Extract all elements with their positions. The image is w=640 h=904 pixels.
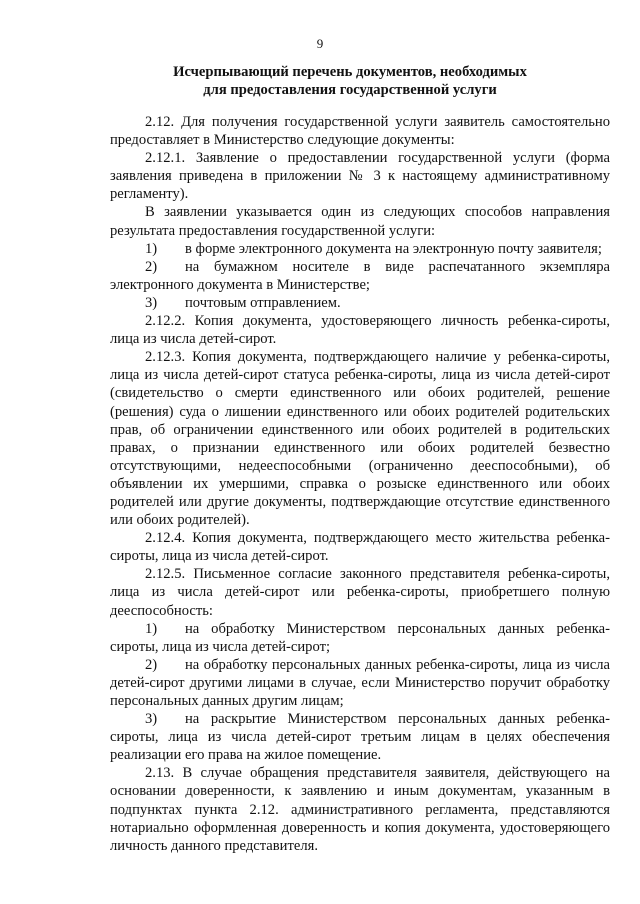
- list-number: 3): [145, 711, 158, 728]
- paragraph-2-12-5: 2.12.5. Письменное согласие законного представителя ребенка-сироты, лица из числа детей-сирот или ребенка-сироты, приобретшего полную дееспособность:: [110, 566, 610, 619]
- list-item-3: 3) почтовым отправлением.: [145, 294, 341, 311]
- consent-item-1: 1) на обработку Министерством персональных данных ребенка-сироты, лица из числа детей-сирот;: [110, 620, 610, 655]
- document-body: [110, 113, 610, 855]
- paragraph-2-12: 2.12. Для получения государственной услуги заявитель самостоятельно предоставляет в Министерство следующие документы:: [110, 114, 610, 149]
- list-item-1: 1) в форме электронного документа на электронную почту заявителя;: [145, 240, 602, 257]
- list-number: 2): [145, 656, 158, 673]
- paragraph-2-13: 2.13. В случае обращения представителя заявителя, действующего на основании доверенности, к заявлению и иным документам, указанным в подпунктах пункта 2.12. административного регламента, представляются нотариально оформленная доверенность и копия документа, удостоверяющего личность данного представителя.: [110, 765, 610, 854]
- page-number: 9: [316, 36, 324, 51]
- section-heading-line-2: для предоставления государственной услуги: [203, 82, 497, 98]
- list-number: 2): [145, 258, 158, 275]
- section-heading-line-1: Исчерпывающий перечень документов, необходимых: [173, 64, 527, 80]
- paragraph-2-12-2: 2.12.2. Копия документа, удостоверяющего личность ребенка-сироты, лица из числа детей-сирот.: [110, 313, 610, 348]
- section-heading: [60, 63, 640, 99]
- paragraph-2-12-4: 2.12.4. Копия документа, подтверждающего место жительства ребенка-сироты, лица из числа детей-сирот.: [110, 530, 610, 565]
- paragraph-2-12-3: 2.12.3. Копия документа, подтверждающего наличие у ребенка-сироты, лица из числа детей-сирот статуса ребенка-сироты, лица из числа детей-сирот (свидетельство о смерти единственного или обоих родителей, решение (решения) суда о лишении единственного или обоих родителей родительских прав, об ограничении единственного или обоих родителей в родительских правах, о признании единственного или обоих родителей безвестно отсутствующими, недееспособными (ограниченно дееспособными), об объявлении их умершими, справка о розыске единственного или обоих родителей или другие документы, подтверждающие отсутствие единственного или обоих родителей).: [110, 349, 610, 529]
- list-number: 3): [145, 294, 158, 311]
- list-item-2: 2) на бумажном носителе в виде распечатанного экземпляра электронного документа в Министерстве;: [110, 258, 610, 293]
- list-number: 1): [145, 620, 158, 637]
- paragraph-delivery-methods: В заявлении указывается один из следующих способов направления результата предоставления государственной услуги:: [110, 204, 610, 239]
- consent-item-3: 3) на раскрытие Министерством персональных данных ребенка-сироты, лица из числа детей-сирот третьим лицам в целях обеспечения реализации его права на жилое помещение.: [110, 711, 610, 764]
- paragraph-2-12-1: 2.12.1. Заявление о предоставлении государственной услуги (форма заявления приведена в приложении № 3 к настоящему административному регламенту).: [110, 150, 610, 203]
- consent-item-2: 2) на обработку персональных данных ребенка-сироты, лица из числа детей-сирот другими лицами в случае, если Министерство поручит обработку персональных данных другим лицам;: [110, 656, 610, 709]
- list-number: 1): [145, 240, 158, 257]
